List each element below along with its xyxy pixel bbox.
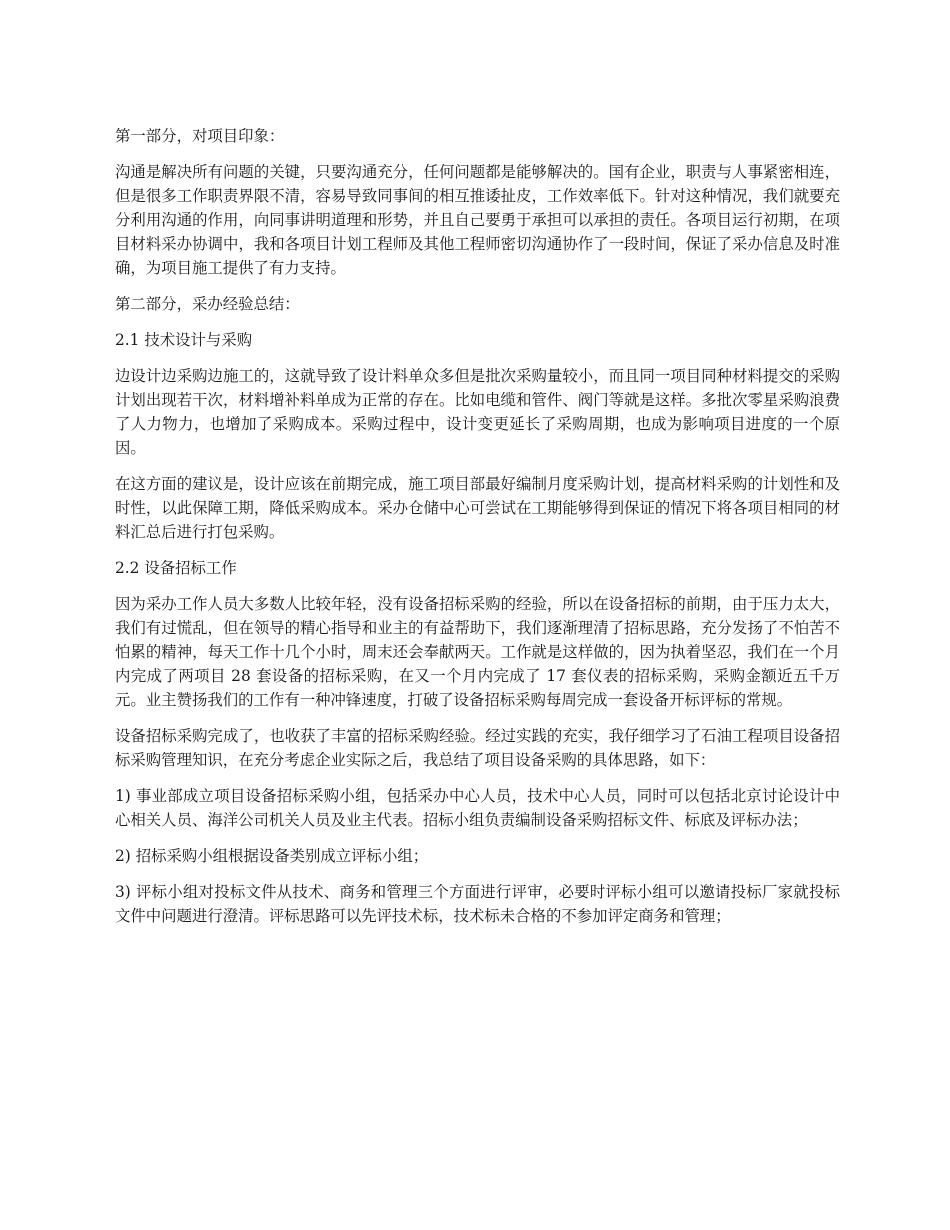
list-item-3: 3) 评标小组对投标文件从技术、商务和管理三个方面进行评审，必要时评标小组可以邀请投标厂家就投标文件中问题进行澄清。评标思路可以先评技术标，技术标未合格的不参加评定商务和管理； [115,883,840,925]
list-item-2: 2) 招标采购小组根据设备类别成立评标小组； [115,847,429,865]
paragraph-communication: 沟通是解决所有问题的关键，只要沟通充分，任何问题都是能够解决的。国有企业，职责与人事紧密相连，但是很多工作职责界限不清，容易导致同事间的相互推诿扯皮，工作效率低下。针对这种情况，我们就要充分利用沟通的作用，向同事讲明道理和形势，并且自己要勇于承担可以承担的责任。各项目运行初期，在项目材料采办协调中，我和各项目计划工程师及其他工程师密切沟通协作了一段时间，保证了采办信息及时准确，为项目施工提供了有力支持。 [115,163,840,277]
paragraph-equipment-bidding: 因为采办工作人员大多数人比较年轻，没有设备招标采购的经验，所以在设备招标的前期，由于压力太大，我们有过慌乱，但在领导的精心指导和业主的有益帮助下，我们逐渐理清了招标思路，充分发扬了不怕苦不怕累的精神，每天工作十几个小时，周末还会奉献两天。工作就是这样做的，因为执着坚忍，我们在一个月内完成了两项目 28 套设备的招标采购，在又一个月内完成了 17 套仪表的招标采购，采购金额近五千万元。业主赞扬我们的工作有一种冲锋速度，打破了设备招标采购每周完成一套设备开标评标的常规。 [115,595,840,709]
subheading-2-1: 2.1 技术设计与采购 [115,331,253,349]
section-heading-part-two: 第二部分，采办经验总结： [115,295,300,313]
paragraph-suggestion: 在这方面的建议是，设计应该在前期完成，施工项目部最好编制月度采购计划，提高材料采购的计划性和及时性，以此保障工期，降低采购成本。采办仓储中心可尝试在工期能够得到保证的情况下将各项目相同的材料汇总后进行打包采购。 [115,475,840,541]
section-heading-part-one: 第一部分，对项目印象： [115,127,285,145]
list-item-1: 1) 事业部成立项目设备招标采购小组，包括采办中心人员，技术中心人员，同时可以包括北京讨论设计中心相关人员、海洋公司机关人员及业主代表。招标小组负责编制设备采购招标文件、标底及评标办法； [115,787,840,829]
subheading-2-2: 2.2 设备招标工作 [115,559,237,577]
paragraph-bidding-experience: 设备招标采购完成了，也收获了丰富的招标采购经验。经过实践的充实，我仔细学习了石油工程项目设备招标采购管理知识，在充分考虑企业实际之后，我总结了项目设备采购的具体思路，如下： [115,727,840,769]
paragraph-design-procurement: 边设计边采购边施工的，这就导致了设计料单众多但是批次采购量较小，而且同一项目同种材料提交的采购计划出现若干次，材料增补料单成为正常的存在。比如电缆和管件、阀门等就是这样。多批次零星采购浪费了人力物力，也增加了采购成本。采购过程中，设计变更延长了采购周期，也成为影响项目进度的一个原因。 [115,367,840,457]
